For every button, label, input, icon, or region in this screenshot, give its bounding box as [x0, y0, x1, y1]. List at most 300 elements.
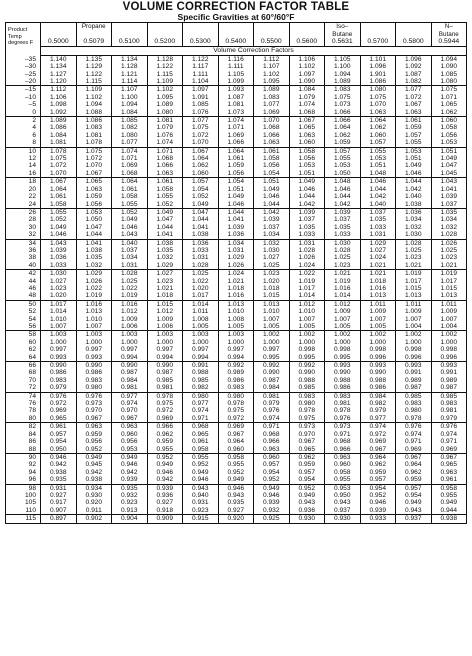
- temp-cell: 22: [6, 193, 41, 200]
- factor-cell: 1.027: [254, 254, 290, 261]
- factor-cell: 0.985: [396, 392, 432, 400]
- factor-cell: 0.982: [183, 384, 219, 392]
- temp-column-header: [6, 23, 41, 47]
- factor-cell: 1.077: [254, 101, 290, 108]
- factor-cell: 1.036: [218, 231, 254, 239]
- factor-cell: 1.018: [218, 285, 254, 292]
- factor-cell: 1.031: [112, 262, 148, 270]
- factor-cell: 1.043: [431, 178, 467, 186]
- factor-cell: 0.958: [218, 453, 254, 461]
- temp-cell: 80: [6, 415, 41, 423]
- factor-cell: 0.990: [76, 362, 112, 370]
- factor-cell: 0.969: [431, 446, 467, 454]
- factor-cell: 1.070: [360, 101, 396, 108]
- factor-cell: 0.959: [76, 431, 112, 438]
- factor-cell: 0.993: [431, 362, 467, 370]
- factor-cell: 1.081: [147, 117, 183, 125]
- factor-cell: 1.014: [289, 292, 325, 300]
- factor-cell: 1.073: [218, 109, 254, 117]
- factor-cell: 0.996: [360, 354, 396, 362]
- factor-cell: 1.031: [183, 254, 219, 261]
- factor-cell: 1.054: [218, 178, 254, 186]
- factor-cell: 1.052: [183, 193, 219, 200]
- factor-cell: 0.971: [325, 431, 361, 438]
- factor-cell: 1.047: [183, 208, 219, 216]
- factor-cell: 1.038: [76, 247, 112, 254]
- factor-cell: 0.967: [289, 438, 325, 445]
- factor-cell: 0.959: [289, 461, 325, 468]
- factor-cell: 1.002: [396, 331, 432, 339]
- factor-cell: 1.037: [254, 224, 290, 231]
- factor-cell: 0.997: [41, 346, 77, 353]
- factor-cell: 0.977: [183, 400, 219, 407]
- factor-cell: 0.997: [218, 346, 254, 353]
- factor-cell: 1.058: [289, 147, 325, 155]
- factor-cell: 0.932: [254, 507, 290, 515]
- factor-cell: 1.011: [431, 300, 467, 308]
- factor-cell: 0.946: [183, 476, 219, 484]
- factor-cell: 1.061: [254, 147, 290, 155]
- temp-cell: 58: [6, 331, 41, 339]
- factor-cell: 1.041: [183, 224, 219, 231]
- factor-cell: 1.078: [76, 139, 112, 147]
- factor-cell: 0.969: [360, 438, 396, 445]
- factor-cell: 1.004: [396, 323, 432, 331]
- factor-cell: 1.042: [289, 201, 325, 209]
- factor-cell: 1.037: [431, 201, 467, 209]
- table-row: [6, 193, 467, 200]
- factor-cell: 1.128: [147, 55, 183, 63]
- factor-cell: 1.071: [218, 124, 254, 131]
- factor-cell: 0.965: [289, 446, 325, 454]
- temp-cell: 20: [6, 186, 41, 193]
- factor-cell: 1.056: [431, 132, 467, 139]
- table-row: [6, 208, 467, 216]
- factor-cell: 0.976: [325, 415, 361, 423]
- factor-cell: 0.989: [396, 377, 432, 384]
- table-row: [6, 453, 467, 461]
- factor-cell: 1.000: [254, 339, 290, 346]
- factor-cell: 0.966: [325, 446, 361, 454]
- factor-cell: 1.013: [360, 292, 396, 300]
- factor-cell: 0.980: [289, 400, 325, 407]
- factor-cell: 1.007: [431, 316, 467, 323]
- factor-cell: 1.122: [183, 55, 219, 63]
- factor-cell: 0.973: [325, 423, 361, 431]
- factor-cell: 1.086: [360, 78, 396, 86]
- factor-cell: 1.115: [76, 78, 112, 86]
- factor-cell: 1.087: [396, 71, 432, 78]
- factor-cell: 1.046: [289, 186, 325, 193]
- factor-cell: 0.988: [289, 377, 325, 384]
- factor-cell: 0.955: [218, 461, 254, 468]
- table-row: [6, 71, 467, 78]
- factor-cell: 0.964: [360, 453, 396, 461]
- factor-cell: 0.975: [218, 407, 254, 414]
- factor-cell: 1.064: [183, 155, 219, 162]
- factor-cell: 0.990: [254, 369, 290, 376]
- factor-cell: 1.021: [147, 285, 183, 292]
- factor-cell: 1.007: [289, 316, 325, 323]
- factor-cell: 1.074: [147, 139, 183, 147]
- factor-cell: 1.062: [183, 162, 219, 169]
- factor-cell: 1.012: [325, 300, 361, 308]
- factor-cell: 0.962: [360, 461, 396, 468]
- factor-cell: 0.953: [325, 484, 361, 492]
- factor-cell: 1.003: [76, 331, 112, 339]
- factor-cell: 1.098: [41, 101, 77, 108]
- factor-cell: 1.038: [183, 231, 219, 239]
- factor-cell: 0.986: [76, 369, 112, 376]
- factor-cell: 0.974: [112, 400, 148, 407]
- factor-cell: 1.000: [396, 339, 432, 346]
- factor-cell: 1.072: [396, 94, 432, 101]
- table-row: [6, 155, 467, 162]
- factor-cell: 0.975: [289, 415, 325, 423]
- factor-cell: 1.099: [218, 78, 254, 86]
- factor-cell: 1.067: [76, 170, 112, 178]
- factor-cell: 0.909: [147, 515, 183, 523]
- factor-cell: 0.976: [76, 392, 112, 400]
- factor-cell: 0.957: [254, 461, 290, 468]
- gravity-header: 0.5700: [360, 38, 396, 47]
- factor-cell: 0.978: [325, 407, 361, 414]
- factor-cell: 1.020: [183, 285, 219, 292]
- factor-cell: 1.013: [396, 292, 432, 300]
- factor-cell: 1.039: [218, 224, 254, 231]
- table-row: [6, 331, 467, 339]
- factor-cell: 1.013: [431, 292, 467, 300]
- factor-cell: 1.134: [41, 63, 77, 70]
- factor-cell: 0.952: [218, 469, 254, 476]
- factor-cell: 1.064: [218, 147, 254, 155]
- factor-cell: 1.003: [218, 331, 254, 339]
- factor-cell: 0.993: [41, 354, 77, 362]
- factor-cell: 0.936: [147, 492, 183, 499]
- factor-cell: 1.007: [41, 323, 77, 331]
- table-row: [6, 170, 467, 178]
- factor-cell: 0.918: [147, 507, 183, 515]
- factor-cell: 1.115: [147, 71, 183, 78]
- volume-correction-table: [5, 22, 467, 524]
- factor-cell: 1.000: [431, 339, 467, 346]
- temp-cell: 4: [6, 124, 41, 131]
- factor-cell: 1.014: [325, 292, 361, 300]
- table-row: [6, 308, 467, 315]
- factor-cell: 1.028: [396, 239, 432, 247]
- factor-cell: 0.973: [289, 423, 325, 431]
- factor-cell: 1.076: [183, 109, 219, 117]
- factor-cell: 0.963: [112, 423, 148, 431]
- factor-cell: 0.983: [396, 400, 432, 407]
- factor-cell: 1.127: [41, 71, 77, 78]
- factor-cell: 0.949: [76, 453, 112, 461]
- factor-cell: 1.028: [431, 231, 467, 239]
- factor-cell: 0.988: [325, 377, 361, 384]
- factor-cell: 0.977: [112, 392, 148, 400]
- factor-cell: 0.984: [112, 377, 148, 384]
- factor-cell: 0.955: [325, 476, 361, 484]
- factor-cell: 1.051: [431, 147, 467, 155]
- factor-cell: 0.933: [360, 515, 396, 523]
- temp-cell: 48: [6, 292, 41, 300]
- factor-cell: 0.985: [289, 384, 325, 392]
- factor-cell: 1.128: [112, 63, 148, 70]
- factor-cell: 1.052: [112, 208, 148, 216]
- table-row: [6, 346, 467, 353]
- factor-cell: 0.942: [41, 461, 77, 468]
- factor-cell: 1.066: [325, 117, 361, 125]
- factor-cell: 1.085: [431, 71, 467, 78]
- factor-cell: 1.096: [396, 55, 432, 63]
- factor-cell: 1.009: [360, 308, 396, 315]
- factor-cell: 1.066: [254, 132, 290, 139]
- factor-cell: 1.044: [396, 178, 432, 186]
- factor-cell: 1.102: [254, 71, 290, 78]
- factor-cell: 1.094: [112, 101, 148, 108]
- temp-cell: 34: [6, 239, 41, 247]
- factor-cell: 1.010: [218, 308, 254, 315]
- table-row: [6, 438, 467, 445]
- header-temp-label: Temp: [8, 33, 22, 40]
- table-row: [6, 484, 467, 492]
- factor-cell: 1.029: [360, 239, 396, 247]
- factor-cell: 1.058: [41, 201, 77, 209]
- factor-cell: 0.993: [360, 362, 396, 370]
- factor-cell: 1.074: [218, 117, 254, 125]
- temp-cell: 96: [6, 476, 41, 484]
- factor-cell: 0.975: [147, 400, 183, 407]
- factor-cell: 1.053: [325, 162, 361, 169]
- factor-cell: 1.017: [41, 300, 77, 308]
- factor-cell: 0.997: [254, 346, 290, 353]
- factor-cell: 0.980: [183, 392, 219, 400]
- factor-cell: 1.011: [360, 300, 396, 308]
- factor-cell: 1.068: [112, 170, 148, 178]
- table-row: [6, 407, 467, 414]
- factor-cell: 1.016: [325, 285, 361, 292]
- factor-cell: 1.039: [325, 208, 361, 216]
- factor-cell: 0.982: [360, 400, 396, 407]
- factor-cell: 1.026: [431, 239, 467, 247]
- table-row: [6, 278, 467, 285]
- temp-cell: 88: [6, 446, 41, 454]
- factor-cell: 1.009: [112, 316, 148, 323]
- factor-cell: 1.096: [360, 63, 396, 70]
- factor-cell: 1.013: [254, 300, 290, 308]
- factor-cell: 1.037: [112, 247, 148, 254]
- factor-cell: 0.949: [218, 476, 254, 484]
- factor-cell: 1.002: [254, 331, 290, 339]
- factor-cell: 0.931: [41, 484, 77, 492]
- temp-cell: 40: [6, 262, 41, 270]
- factor-cell: 0.949: [183, 469, 219, 476]
- factor-cell: 0.961: [41, 423, 77, 431]
- factor-cell: 1.032: [76, 262, 112, 270]
- temp-cell: 12: [6, 155, 41, 162]
- factor-cell: 1.010: [41, 316, 77, 323]
- table-row: [6, 132, 467, 139]
- factor-cell: 0.954: [289, 476, 325, 484]
- factor-cell: 0.952: [254, 476, 290, 484]
- factor-cell: 0.949: [147, 461, 183, 468]
- factor-cell: 1.053: [289, 162, 325, 169]
- factor-cell: 1.042: [396, 186, 432, 193]
- temp-cell: 64: [6, 354, 41, 362]
- factor-cell: 1.059: [325, 139, 361, 147]
- factor-cell: 0.983: [76, 377, 112, 384]
- factor-cell: 1.023: [325, 262, 361, 270]
- factor-cell: 1.121: [112, 71, 148, 78]
- temp-cell: 52: [6, 308, 41, 315]
- factor-cell: 1.032: [147, 254, 183, 261]
- temp-cell: 68: [6, 369, 41, 376]
- factor-cell: 0.930: [289, 515, 325, 523]
- factor-cell: 1.070: [76, 162, 112, 169]
- temp-cell: 56: [6, 323, 41, 331]
- factor-cell: 1.140: [41, 55, 77, 63]
- factor-cell: 0.972: [218, 415, 254, 423]
- factor-cell: 1.027: [147, 270, 183, 278]
- header-row-section: [6, 47, 467, 56]
- factor-cell: 1.063: [254, 139, 290, 147]
- table-row: [6, 339, 467, 346]
- factor-cell: 1.075: [76, 147, 112, 155]
- table-row: [6, 469, 467, 476]
- factor-cell: 0.996: [431, 354, 467, 362]
- factor-cell: 1.043: [112, 231, 148, 239]
- factor-cell: 1.063: [289, 132, 325, 139]
- table-row: [6, 423, 467, 431]
- factor-cell: 1.000: [147, 339, 183, 346]
- factor-cell: 1.023: [396, 254, 432, 261]
- factor-cell: 1.901: [360, 71, 396, 78]
- factor-cell: 0.988: [183, 369, 219, 376]
- temp-cell: 76: [6, 400, 41, 407]
- factor-cell: 1.012: [147, 308, 183, 315]
- factor-cell: 1.006: [147, 323, 183, 331]
- factor-cell: 0.958: [183, 446, 219, 454]
- temp-cell: 28: [6, 216, 41, 223]
- factor-cell: 0.931: [183, 499, 219, 506]
- factor-cell: 1.091: [183, 94, 219, 101]
- factor-cell: 1.044: [183, 216, 219, 223]
- temp-cell: –35: [6, 55, 41, 63]
- factor-cell: 1.033: [289, 231, 325, 239]
- temp-cell: 42: [6, 270, 41, 278]
- header-degrees-label: degrees F: [8, 40, 34, 47]
- factor-cell: 1.017: [183, 292, 219, 300]
- factor-cell: 0.904: [112, 515, 148, 523]
- factor-cell: 1.034: [218, 239, 254, 247]
- factor-cell: 1.030: [325, 239, 361, 247]
- factor-cell: 1.111: [183, 71, 219, 78]
- table-row: [6, 124, 467, 131]
- factor-cell: 0.967: [431, 453, 467, 461]
- gravity-header: 0.5944: [431, 38, 467, 47]
- factor-cell: 1.109: [147, 78, 183, 86]
- factor-cell: 0.939: [147, 484, 183, 492]
- factor-cell: 1.041: [147, 231, 183, 239]
- factor-cell: 0.967: [76, 415, 112, 423]
- factor-cell: 1.050: [76, 216, 112, 223]
- factor-cell: 1.000: [360, 339, 396, 346]
- factor-cell: 1.083: [76, 124, 112, 131]
- factor-cell: 0.968: [325, 438, 361, 445]
- factor-cell: 0.964: [396, 461, 432, 468]
- temp-cell: 115: [6, 515, 41, 523]
- table-row: [6, 292, 467, 300]
- table-row: [6, 285, 467, 292]
- factor-cell: 0.969: [218, 423, 254, 431]
- factor-cell: 1.034: [396, 216, 432, 223]
- factor-cell: 1.039: [431, 193, 467, 200]
- factor-cell: 0.952: [183, 461, 219, 468]
- factor-cell: 1.003: [183, 331, 219, 339]
- factor-cell: 0.927: [41, 492, 77, 499]
- factor-cell: 1.011: [396, 300, 432, 308]
- factor-cell: 1.112: [254, 55, 290, 63]
- factor-cell: 1.064: [325, 124, 361, 131]
- factor-cell: 0.965: [183, 431, 219, 438]
- factor-cell: 1.006: [112, 323, 148, 331]
- factor-cell: 0.996: [396, 354, 432, 362]
- product-label-isobutane: Iso–: [325, 23, 361, 31]
- table-row: [6, 247, 467, 254]
- factor-cell: 1.007: [254, 316, 290, 323]
- factor-cell: 0.984: [360, 392, 396, 400]
- factor-cell: 0.969: [396, 446, 432, 454]
- header-row-products: [6, 23, 467, 31]
- factor-cell: 0.977: [360, 415, 396, 423]
- factor-cell: 0.987: [254, 377, 290, 384]
- factor-cell: 0.927: [218, 507, 254, 515]
- factor-cell: 1.065: [76, 178, 112, 186]
- factor-cell: 0.979: [41, 384, 77, 392]
- factor-cell: 1.055: [360, 147, 396, 155]
- factor-cell: 1.017: [396, 278, 432, 285]
- factor-cell: 1.075: [325, 94, 361, 101]
- factor-cell: 0.986: [41, 369, 77, 376]
- gravity-header: 0.5800: [396, 38, 432, 47]
- temp-cell: 86: [6, 438, 41, 445]
- factor-cell: 1.060: [289, 139, 325, 147]
- factor-cell: 0.949: [112, 453, 148, 461]
- factor-cell: 1.075: [431, 86, 467, 94]
- factor-cell: 0.981: [325, 400, 361, 407]
- factor-cell: 1.040: [360, 201, 396, 209]
- factor-cell: 0.978: [218, 400, 254, 407]
- factor-cell: 1.041: [218, 216, 254, 223]
- factor-cell: 1.067: [41, 178, 77, 186]
- factor-cell: 1.035: [431, 208, 467, 216]
- factor-cell: 0.994: [147, 354, 183, 362]
- factor-cell: 1.043: [41, 239, 77, 247]
- factor-cell: 1.055: [325, 155, 361, 162]
- factor-cell: 1.065: [289, 124, 325, 131]
- factor-cell: 1.063: [147, 170, 183, 178]
- factor-cell: 1.017: [289, 285, 325, 292]
- factor-cell: 1.111: [218, 63, 254, 70]
- temp-cell: 18: [6, 178, 41, 186]
- gravity-header: 0.5000: [41, 38, 77, 47]
- factor-cell: 1.026: [76, 278, 112, 285]
- factor-cell: 1.056: [76, 201, 112, 209]
- factor-cell: 1.134: [112, 55, 148, 63]
- factor-cell: 1.089: [254, 86, 290, 94]
- factor-cell: 0.986: [218, 377, 254, 384]
- factor-cell: 1.122: [147, 63, 183, 70]
